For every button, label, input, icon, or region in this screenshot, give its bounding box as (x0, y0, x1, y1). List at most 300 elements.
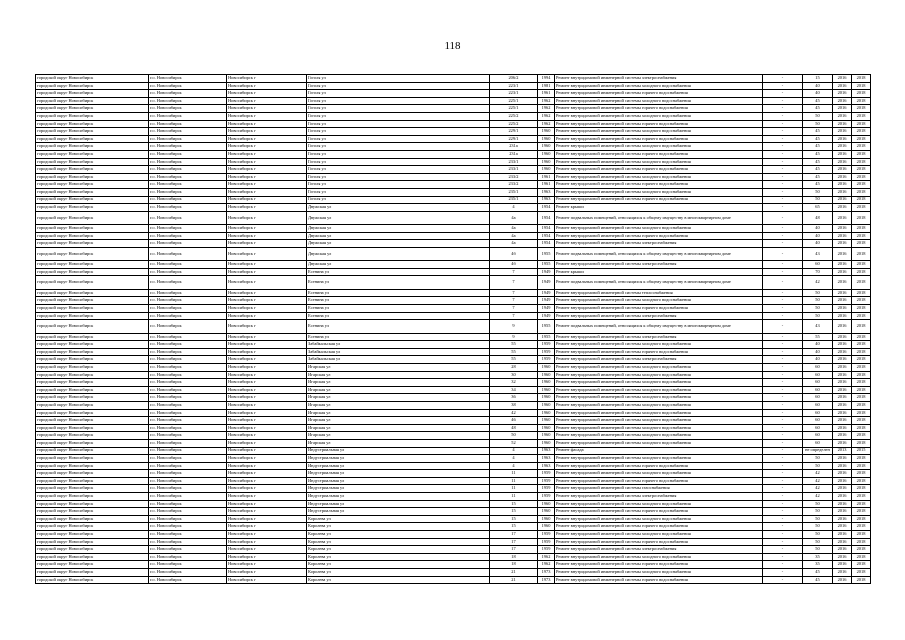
city-cell: г.о. Новосибирск (149, 523, 227, 531)
city-cell: г.о. Новосибирск (149, 379, 227, 387)
year-cell: 1959 (538, 493, 555, 501)
street-cell: Двужская ул (307, 261, 490, 269)
dash-cell: - (763, 485, 803, 493)
end-year-cell: 2018 (852, 297, 871, 305)
work-type-cell: Ремонт внутридомовой инженерной системы холодного водоснабжения (555, 173, 763, 181)
dash-cell: - (763, 379, 803, 387)
work-type-cell: Ремонт внутридомовой инженерной системы холодного водоснабжения (555, 225, 763, 233)
locality-cell: Новосибирск г (227, 432, 307, 440)
okrug-cell: городской округ Новосибирск (36, 447, 149, 455)
locality-cell: Новосибирск г (227, 477, 307, 485)
street-cell: Есенина ул (307, 320, 490, 333)
quantity-cell: 48 (803, 211, 833, 224)
okrug-cell: городской округ Новосибирск (36, 356, 149, 364)
year-cell: 1962 (538, 112, 555, 120)
end-year-cell: 2018 (852, 261, 871, 269)
street-cell: Игарская ул (307, 424, 490, 432)
street-cell: Королева ул (307, 576, 490, 584)
locality-cell: Новосибирск г (227, 112, 307, 120)
year-cell: 1959 (538, 470, 555, 478)
okrug-cell: городской округ Новосибирск (36, 538, 149, 546)
quantity-cell: 65 (803, 204, 833, 212)
work-type-cell: Ремонт внутридомовой инженерной системы горячего водоснабжения (555, 135, 763, 143)
house-number-cell: 30 (490, 371, 538, 379)
quantity-cell: 50 (803, 538, 833, 546)
table-row (36, 312, 871, 320)
dash-cell: - (763, 82, 803, 90)
work-type-cell: Ремонт внутридомовой инженерной системы газоснабжения (555, 485, 763, 493)
start-year-cell: 2016 (833, 477, 852, 485)
start-year-cell: 2016 (833, 401, 852, 409)
dash-cell: - (763, 276, 803, 289)
house-number-cell: 7 (490, 297, 538, 305)
okrug-cell: городской округ Новосибирск (36, 569, 149, 577)
table-row (36, 232, 871, 240)
okrug-cell: городской округ Новосибирск (36, 105, 149, 113)
dash-cell: - (763, 188, 803, 196)
street-cell: Есенина ул (307, 289, 490, 297)
work-type-cell: Ремонт внутридомовой инженерной системы горячего водоснабжения (555, 462, 763, 470)
dash-cell: - (763, 247, 803, 260)
start-year-cell: 2016 (833, 462, 852, 470)
quantity-cell: 50 (803, 188, 833, 196)
street-cell: Забайкальская ул (307, 356, 490, 364)
quantity-cell: 40 (803, 348, 833, 356)
okrug-cell: городской округ Новосибирск (36, 128, 149, 136)
locality-cell: Новосибирск г (227, 379, 307, 387)
work-type-cell: Ремонт внутридомовой инженерной системы электроснабжения (555, 493, 763, 501)
quantity-cell: 50 (803, 500, 833, 508)
work-type-cell: Ремонт внутридомовой инженерной системы холодного водоснабжения (555, 531, 763, 539)
city-cell: г.о. Новосибирск (149, 247, 227, 260)
okrug-cell: городской округ Новосибирск (36, 181, 149, 189)
table-row (36, 150, 871, 158)
street-cell: Гоголя ул (307, 181, 490, 189)
house-number-cell: 15 (490, 523, 538, 531)
quantity-cell: 42 (803, 493, 833, 501)
end-year-cell: 2018 (852, 305, 871, 313)
end-year-cell: 2018 (852, 379, 871, 387)
dash-cell: - (763, 447, 803, 455)
work-type-cell: Ремонт внутридомовой инженерной системы теплоснабжения (555, 289, 763, 297)
end-year-cell: 2018 (852, 439, 871, 447)
work-type-cell: Ремонт подвальных помещений, относящихся к общему имуществу в многоквартирном доме (555, 247, 763, 260)
street-cell: Гоголя ул (307, 188, 490, 196)
end-year-cell: 2018 (852, 143, 871, 151)
city-cell: г.о. Новосибирск (149, 196, 227, 204)
house-number-cell: 235/1 (490, 196, 538, 204)
year-cell: 1961 (538, 173, 555, 181)
work-type-cell: Ремонт внутридомовой инженерной системы холодного водоснабжения (555, 432, 763, 440)
quantity-cell: 50 (803, 112, 833, 120)
okrug-cell: городской округ Новосибирск (36, 341, 149, 349)
end-year-cell: 2018 (852, 268, 871, 276)
table-row (36, 394, 871, 402)
start-year-cell: 2016 (833, 500, 852, 508)
city-cell: г.о. Новосибирск (149, 188, 227, 196)
dash-cell: - (763, 289, 803, 297)
table-row (36, 135, 871, 143)
work-type-cell: Ремонт внутридомовой инженерной системы электроснабжения (555, 240, 763, 248)
house-number-cell: 11 (490, 485, 538, 493)
start-year-cell: 2016 (833, 268, 852, 276)
year-cell: 1981 (538, 82, 555, 90)
okrug-cell: городской округ Новосибирск (36, 371, 149, 379)
locality-cell: Новосибирск г (227, 500, 307, 508)
start-year-cell: 2016 (833, 82, 852, 90)
end-year-cell: 2018 (852, 196, 871, 204)
end-year-cell: 2018 (852, 188, 871, 196)
dash-cell: - (763, 409, 803, 417)
table-row (36, 188, 871, 196)
locality-cell: Новосибирск г (227, 188, 307, 196)
quantity-cell: 43 (803, 247, 833, 260)
year-cell: 1960 (538, 439, 555, 447)
work-type-cell: Ремонт внутридомовой инженерной системы холодного водоснабжения (555, 394, 763, 402)
house-number-cell: 4 (490, 204, 538, 212)
city-cell: г.о. Новосибирск (149, 97, 227, 105)
locality-cell: Новосибирск г (227, 523, 307, 531)
locality-cell: Новосибирск г (227, 515, 307, 523)
end-year-cell: 2018 (852, 538, 871, 546)
street-cell: Забайкальская ул (307, 341, 490, 349)
dash-cell: - (763, 401, 803, 409)
end-year-cell: 2018 (852, 432, 871, 440)
locality-cell: Новосибирск г (227, 97, 307, 105)
locality-cell: Новосибирск г (227, 305, 307, 313)
quantity-cell: 45 (803, 569, 833, 577)
okrug-cell: городской округ Новосибирск (36, 401, 149, 409)
city-cell: г.о. Новосибирск (149, 261, 227, 269)
work-type-cell: Ремонт подвальных помещений, относящихся к общему имуществу в многоквартирном доме (555, 211, 763, 224)
table-row (36, 247, 871, 260)
year-cell: 1973 (538, 576, 555, 584)
okrug-cell: городской округ Новосибирск (36, 204, 149, 212)
locality-cell: Новосибирск г (227, 485, 307, 493)
year-cell: 1960 (538, 424, 555, 432)
locality-cell: Новосибирск г (227, 297, 307, 305)
year-cell: 1961 (538, 181, 555, 189)
quantity-cell: 50 (803, 508, 833, 516)
city-cell: г.о. Новосибирск (149, 204, 227, 212)
start-year-cell: 2016 (833, 569, 852, 577)
dash-cell: - (763, 261, 803, 269)
house-number-cell: 34 (490, 386, 538, 394)
end-year-cell: 2018 (852, 112, 871, 120)
quantity-cell: 45 (803, 150, 833, 158)
okrug-cell: городской округ Новосибирск (36, 477, 149, 485)
locality-cell: Новосибирск г (227, 268, 307, 276)
quantity-cell: 60 (803, 417, 833, 425)
city-cell: г.о. Новосибирск (149, 500, 227, 508)
street-cell: Двужская ул (307, 240, 490, 248)
okrug-cell: городской округ Новосибирск (36, 143, 149, 151)
end-year-cell: 2018 (852, 386, 871, 394)
year-cell: 1963 (538, 447, 555, 455)
start-year-cell: 2016 (833, 356, 852, 364)
year-cell: 1954 (538, 232, 555, 240)
house-number-cell: 7 (490, 276, 538, 289)
year-cell: 1959 (538, 538, 555, 546)
table-row (36, 211, 871, 224)
dash-cell: - (763, 320, 803, 333)
okrug-cell: городской округ Новосибирск (36, 289, 149, 297)
locality-cell: Новосибирск г (227, 394, 307, 402)
locality-cell: Новосибирск г (227, 181, 307, 189)
work-type-cell: Ремонт внутридомовой инженерной системы горячего водоснабжения (555, 196, 763, 204)
table-row (36, 500, 871, 508)
house-number-cell: 229/1 (490, 135, 538, 143)
okrug-cell: городской округ Новосибирск (36, 120, 149, 128)
okrug-cell: городской округ Новосибирск (36, 211, 149, 224)
quantity-cell: 45 (803, 166, 833, 174)
start-year-cell: 2016 (833, 348, 852, 356)
quantity-cell: 43 (803, 320, 833, 333)
street-cell: Игарская ул (307, 409, 490, 417)
work-type-cell: Ремонт внутридомовой инженерной системы холодного водоснабжения (555, 158, 763, 166)
start-year-cell: 2016 (833, 297, 852, 305)
year-cell: 1960 (538, 432, 555, 440)
dash-cell: - (763, 386, 803, 394)
city-cell: г.о. Новосибирск (149, 394, 227, 402)
table-row (36, 261, 871, 269)
locality-cell: Новосибирск г (227, 401, 307, 409)
end-year-cell: 2018 (852, 150, 871, 158)
city-cell: г.о. Новосибирск (149, 401, 227, 409)
dash-cell: - (763, 75, 803, 83)
dash-cell: - (763, 297, 803, 305)
okrug-cell: городской округ Новосибирск (36, 158, 149, 166)
work-type-cell: Ремонт внутридомовой инженерной системы электроснабжения (555, 333, 763, 341)
table-row (36, 90, 871, 98)
year-cell: 1960 (538, 401, 555, 409)
work-type-cell: Ремонт внутридомовой инженерной системы холодного водоснабжения (555, 569, 763, 577)
dash-cell: - (763, 515, 803, 523)
table-row (36, 158, 871, 166)
year-cell: 1962 (538, 120, 555, 128)
quantity-cell: 15 (803, 75, 833, 83)
street-cell: Индустриальная ул (307, 462, 490, 470)
quantity-cell: 45 (803, 181, 833, 189)
year-cell: 1955 (538, 261, 555, 269)
work-type-cell: Ремонт внутридомовой инженерной системы горячего водоснабжения (555, 348, 763, 356)
house-number-cell: 55 (490, 356, 538, 364)
okrug-cell: городской округ Новосибирск (36, 493, 149, 501)
locality-cell: Новосибирск г (227, 409, 307, 417)
okrug-cell: городской округ Новосибирск (36, 508, 149, 516)
street-cell: Игарская ул (307, 401, 490, 409)
quantity-cell: 50 (803, 312, 833, 320)
quantity-cell: 45 (803, 173, 833, 181)
quantity-cell: 42 (803, 477, 833, 485)
end-year-cell: 2018 (852, 561, 871, 569)
quantity-cell: 60 (803, 261, 833, 269)
locality-cell: Новосибирск г (227, 546, 307, 554)
city-cell: г.о. Новосибирск (149, 173, 227, 181)
work-type-cell: Ремонт внутридомовой инженерной системы горячего водоснабжения (555, 166, 763, 174)
year-cell: 1960 (538, 523, 555, 531)
quantity-cell: 60 (803, 394, 833, 402)
house-number-cell: 233/1 (490, 166, 538, 174)
city-cell: г.о. Новосибирск (149, 276, 227, 289)
house-number-cell: 225/1 (490, 105, 538, 113)
dash-cell: - (763, 470, 803, 478)
okrug-cell: городской округ Новосибирск (36, 261, 149, 269)
year-cell: 1960 (538, 143, 555, 151)
quantity-cell: 60 (803, 409, 833, 417)
street-cell: Гоголя ул (307, 97, 490, 105)
year-cell: 1960 (538, 515, 555, 523)
okrug-cell: городской округ Новосибирск (36, 112, 149, 120)
locality-cell: Новосибирск г (227, 386, 307, 394)
city-cell: г.о. Новосибирск (149, 333, 227, 341)
house-number-cell: 21 (490, 569, 538, 577)
street-cell: Королева ул (307, 569, 490, 577)
work-type-cell: Ремонт внутридомовой инженерной системы холодного водоснабжения (555, 82, 763, 90)
work-type-cell: Ремонт фасада (555, 447, 763, 455)
house-number-cell: 15 (490, 515, 538, 523)
end-year-cell: 2018 (852, 424, 871, 432)
city-cell: г.о. Новосибирск (149, 105, 227, 113)
street-cell: Индустриальная ул (307, 455, 490, 463)
okrug-cell: городской округ Новосибирск (36, 462, 149, 470)
quantity-cell: 42 (803, 485, 833, 493)
year-cell: 1949 (538, 268, 555, 276)
start-year-cell: 2016 (833, 105, 852, 113)
work-type-cell: Ремонт внутридомовой инженерной системы горячего водоснабжения (555, 538, 763, 546)
work-type-cell: Ремонт внутридомовой инженерной системы электроснабжения (555, 312, 763, 320)
start-year-cell: 2016 (833, 485, 852, 493)
quantity-cell: 35 (803, 561, 833, 569)
start-year-cell: 2016 (833, 320, 852, 333)
year-cell: 1955 (538, 333, 555, 341)
locality-cell: Новосибирск г (227, 135, 307, 143)
start-year-cell: 2016 (833, 261, 852, 269)
okrug-cell: городской округ Новосибирск (36, 150, 149, 158)
dash-cell: - (763, 333, 803, 341)
house-number-cell: 7 (490, 268, 538, 276)
okrug-cell: городской округ Новосибирск (36, 188, 149, 196)
street-cell: Королева ул (307, 523, 490, 531)
city-cell: г.о. Новосибирск (149, 341, 227, 349)
table-row (36, 120, 871, 128)
end-year-cell: 2018 (852, 90, 871, 98)
dash-cell: - (763, 112, 803, 120)
table-row (36, 424, 871, 432)
start-year-cell: 2016 (833, 493, 852, 501)
start-year-cell: 2016 (833, 394, 852, 402)
locality-cell: Новосибирск г (227, 561, 307, 569)
okrug-cell: городской округ Новосибирск (36, 386, 149, 394)
year-cell: 1955 (538, 247, 555, 260)
table-row (36, 112, 871, 120)
okrug-cell: городской округ Новосибирск (36, 82, 149, 90)
house-number-cell: 17 (490, 546, 538, 554)
city-cell: г.о. Новосибирск (149, 90, 227, 98)
house-number-cell: 233/2 (490, 181, 538, 189)
house-number-cell: 4 (490, 462, 538, 470)
street-cell: Двужская ул (307, 225, 490, 233)
house-number-cell: 7 (490, 289, 538, 297)
work-type-cell: Ремонт внутридомовой инженерной системы горячего водоснабжения (555, 576, 763, 584)
work-type-cell: Ремонт внутридомовой инженерной системы горячего водоснабжения (555, 477, 763, 485)
quantity-cell: 60 (803, 424, 833, 432)
start-year-cell: 2016 (833, 379, 852, 387)
okrug-cell: городской округ Новосибирск (36, 276, 149, 289)
year-cell: 1959 (538, 485, 555, 493)
street-cell: Гоголя ул (307, 158, 490, 166)
work-type-cell: Ремонт крыши (555, 204, 763, 212)
city-cell: г.о. Новосибирск (149, 553, 227, 561)
start-year-cell: 2016 (833, 371, 852, 379)
work-type-cell: Ремонт внутридомовой инженерной системы холодного водоснабжения (555, 401, 763, 409)
end-year-cell: 2015 (852, 447, 871, 455)
locality-cell: Новосибирск г (227, 158, 307, 166)
quantity-cell: 60 (803, 439, 833, 447)
start-year-cell: 2016 (833, 240, 852, 248)
start-year-cell: 2016 (833, 439, 852, 447)
locality-cell: Новосибирск г (227, 531, 307, 539)
table-row (36, 82, 871, 90)
quantity-cell: 70 (803, 268, 833, 276)
city-cell: г.о. Новосибирск (149, 143, 227, 151)
city-cell: г.о. Новосибирск (149, 424, 227, 432)
dash-cell: - (763, 417, 803, 425)
table-row (36, 447, 871, 455)
house-number-cell: 4б (490, 261, 538, 269)
year-cell: 1959 (538, 341, 555, 349)
dash-cell: - (763, 523, 803, 531)
table-row (36, 371, 871, 379)
year-cell: 1960 (538, 135, 555, 143)
street-cell: Гоголя ул (307, 90, 490, 98)
dash-cell: - (763, 363, 803, 371)
table-row (36, 455, 871, 463)
quantity-cell: 45 (803, 97, 833, 105)
locality-cell: Новосибирск г (227, 439, 307, 447)
table-row (36, 97, 871, 105)
start-year-cell: 2016 (833, 515, 852, 523)
end-year-cell: 2018 (852, 477, 871, 485)
year-cell: 1963 (538, 188, 555, 196)
end-year-cell: 2018 (852, 409, 871, 417)
dash-cell: - (763, 477, 803, 485)
start-year-cell: 2016 (833, 204, 852, 212)
end-year-cell: 2018 (852, 356, 871, 364)
street-cell: Королева ул (307, 515, 490, 523)
table-row (36, 356, 871, 364)
work-type-cell: Ремонт внутридомовой инженерной системы холодного водоснабжения (555, 128, 763, 136)
city-cell: г.о. Новосибирск (149, 508, 227, 516)
start-year-cell: 2016 (833, 553, 852, 561)
street-cell: Двужская ул (307, 232, 490, 240)
table-row (36, 515, 871, 523)
work-type-cell: Ремонт внутридомовой инженерной системы холодного водоснабжения (555, 409, 763, 417)
table-row (36, 546, 871, 554)
okrug-cell: городской округ Новосибирск (36, 173, 149, 181)
locality-cell: Новосибирск г (227, 196, 307, 204)
street-cell: Есенина ул (307, 268, 490, 276)
city-cell: г.о. Новосибирск (149, 120, 227, 128)
work-type-cell: Ремонт внутридомовой инженерной системы горячего водоснабжения (555, 523, 763, 531)
dash-cell: - (763, 538, 803, 546)
work-type-cell: Ремонт внутридомовой инженерной системы горячего водоснабжения (555, 561, 763, 569)
city-cell: г.о. Новосибирск (149, 240, 227, 248)
house-number-cell: 206/2 (490, 75, 538, 83)
quantity-cell: 35 (803, 553, 833, 561)
table-row (36, 531, 871, 539)
table-row (36, 204, 871, 212)
